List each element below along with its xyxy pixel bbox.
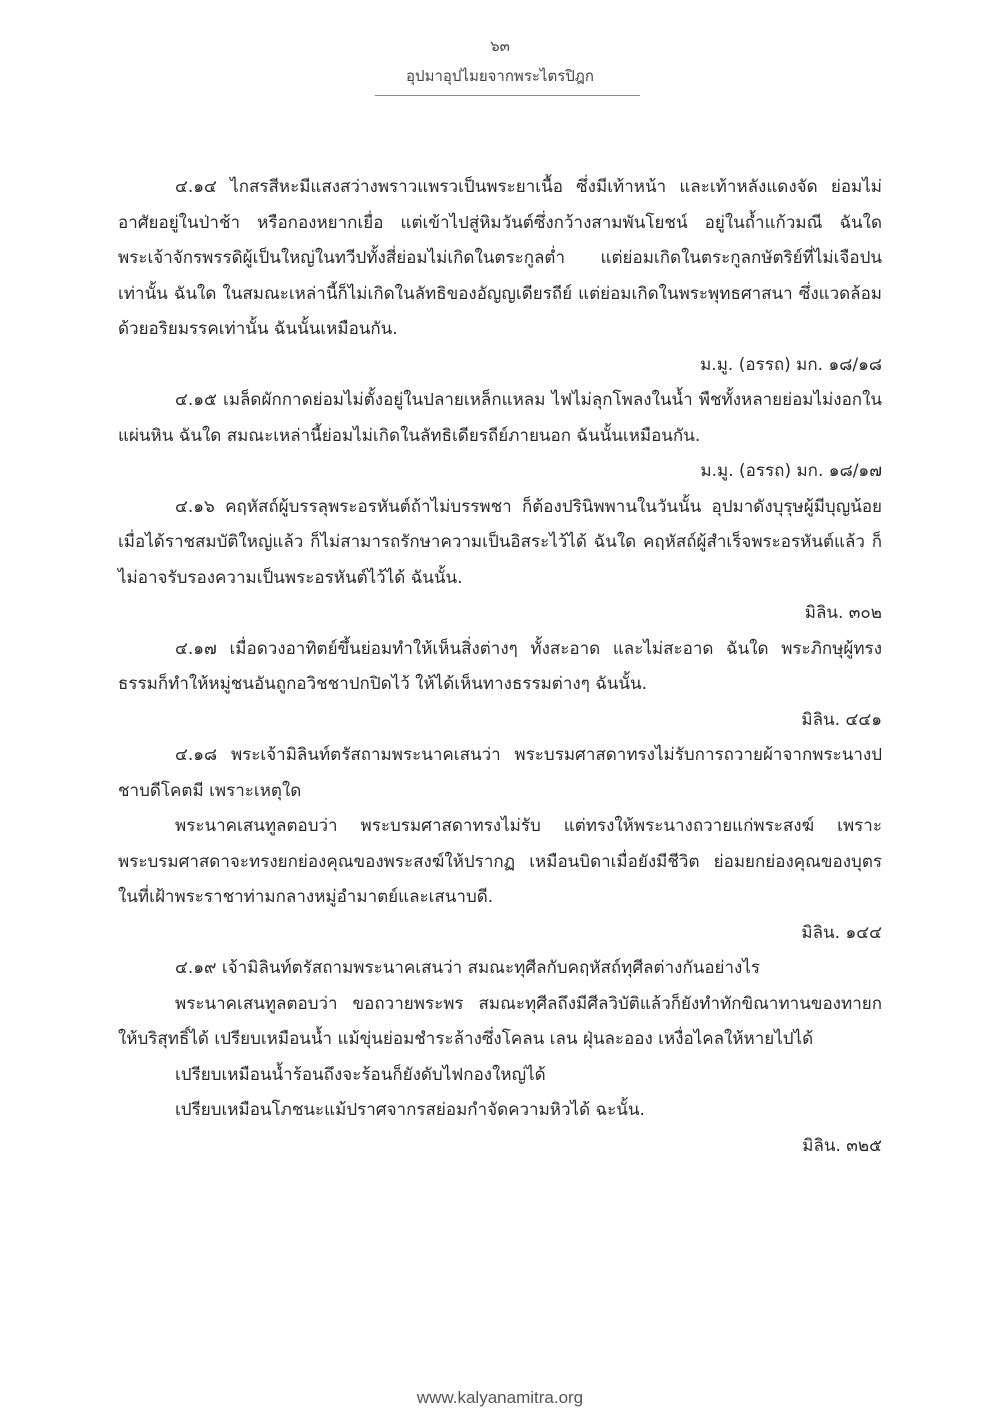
paragraph-4-17: ๔.๑๗ เมื่อดวงอาทิตย์ขึ้นย่อมทำให้เห็นสิ่งต่างๆ ทั้งสะอาด และไม่สะอาด ฉันใด พระภิกษุผู้ทรงธรรมก็ทำให้หมู่ชนอันถูกอวิชชาปกปิดไว้ ให้ได้เห็นทางธรรมต่างๆ ฉันนั้น.: [118, 638, 882, 694]
paragraph-4-19-simile-2: เปรียบเหมือนโภชนะแม้ปราศจากรสย่อมกำจัดความหิวได้ ฉะนั้น.: [175, 1100, 645, 1120]
citation: ม.มู. (อรรถ) มก. ๑๘/๑๗: [700, 461, 882, 481]
paragraph-4-15: ๔.๑๕ เมล็ดผักกาดย่อมไม่ตั้งอยู่ในปลายเหล็กแหลม ไฟไม่ลุกโพลงในน้ำ พืชทั้งหลายย่อมไม่งอกในแผ่นหิน ฉันใด สมณะเหล่านี้ย่อมไม่เกิดในลัทธิเดียรถีย์ภายนอก ฉันนั้นเหมือนกัน.: [118, 390, 882, 446]
header-rule: [375, 95, 640, 96]
page-number: ๖๓: [490, 37, 510, 55]
citation: มิลิน. ๓๒๕: [802, 1135, 882, 1156]
paragraph-4-14: ๔.๑๔ ไกสรสีหะมีแสงสว่างพราวแพรวเป็นพระยาเนื้อ ซึ่งมีเท้าหน้า และเท้าหลังแดงจัด ย่อมไม่อาศัยอยู่ในป่าช้า หรือกองหยากเยื่อ แต่เข้าไปสู่หิมวันต์ซึ่งกว้างสามพันโยชน์ อยู่ในถ้ำแก้วมณี ฉันใด พระเจ้าจักรพรรดิผู้เป็นใหญ่ในทวีปทั้งสี่ย่อมไม่เกิดในตระกูลต่ำ แต่ย่อมเกิดในตระกูลกษัตริย์ที่ไม่เจือปนเท่านั้น ฉันใด ในสมณะเหล่านี้ก็ไม่เกิดในลัทธิของอัญญเดียรถีย์ แต่ย่อมเกิดในพระพุทธศาสนา ซึ่งแวดล้อมด้วยอริยมรรคเท่านั้น ฉันนั้นเหมือนกัน.: [118, 177, 882, 339]
page-body: [118, 170, 882, 1164]
citation: มิลิน. ๑๔๔: [801, 922, 882, 943]
paragraph-4-18: ๔.๑๘ พระเจ้ามิลินท์ตรัสถามพระนาคเสนว่า พระบรมศาสดาทรงไม่รับการถวายผ้าจากพระนางปชาบดีโคตมี เพราะเหตุใด: [118, 745, 882, 801]
citation: ม.มู. (อรรถ) มก. ๑๘/๑๘: [700, 354, 882, 375]
paragraph-4-18-answer: พระนาคเสนทูลตอบว่า พระบรมศาสดาทรงไม่รับ แต่ทรงให้พระนางถวายแก่พระสงฆ์ เพราะพระบรมศาสดาจะทรงยกย่องคุณของพระสงฆ์ให้ปรากฏ เหมือนบิดาเมื่อยังมีชีวิต ย่อมยกย่องคุณของบุตรในที่เฝ้าพระราชาท่ามกลางหมู่อำมาตย์และเสนาบดี.: [118, 816, 882, 907]
paragraph-4-19-answer: พระนาคเสนทูลตอบว่า ขอถวายพระพร สมณะทุศีลถึงมีศีลวิบัติแล้วก็ยังทำทักขิณาทานของทายกให้บริสุทธิ์ได้ เปรียบเหมือนน้ำ แม้ขุ่นย่อมชำระล้างซึ่งโคลน เลน ฝุ่นละออง เหงื่อไคลให้หายไปได้: [118, 993, 882, 1049]
citation: มิลิน. ๔๔๑: [801, 709, 882, 730]
footer-website: www.kalyanamitra.org: [416, 1388, 584, 1407]
running-title: อุปมาอุปไมยจากพระไตรปิฎก: [406, 67, 594, 85]
paragraph-4-16: ๔.๑๖ คฤหัสถ์ผู้บรรลุพระอรหันต์ถ้าไม่บรรพชา ก็ต้องปรินิพพานในวันนั้น อุปมาดังบุรุษผู้มีบุญน้อย เมื่อได้ราชสมบัติใหญ่แล้ว ก็ไม่สามารถรักษาความเป็นอิสระไว้ได้ ฉันใด คฤหัสถ์ผู้สำเร็จพระอรหันต์แล้ว ก็ไม่อาจรับรองความเป็นพระอรหันต์ไว้ได้ ฉันนั้น.: [118, 496, 882, 588]
citation: มิลิน. ๓๐๒: [804, 603, 882, 623]
paragraph-4-19-simile-1: เปรียบเหมือนน้ำร้อนถึงจะร้อนก็ยังดับไฟกองใหญ่ได้: [175, 1064, 546, 1085]
paragraph-4-19: ๔.๑๙ เจ้ามิลินท์ตรัสถามพระนาคเสนว่า สมณะทุศีลกับคฤหัสถ์ทุศีลต่างกันอย่างไร: [175, 958, 761, 978]
